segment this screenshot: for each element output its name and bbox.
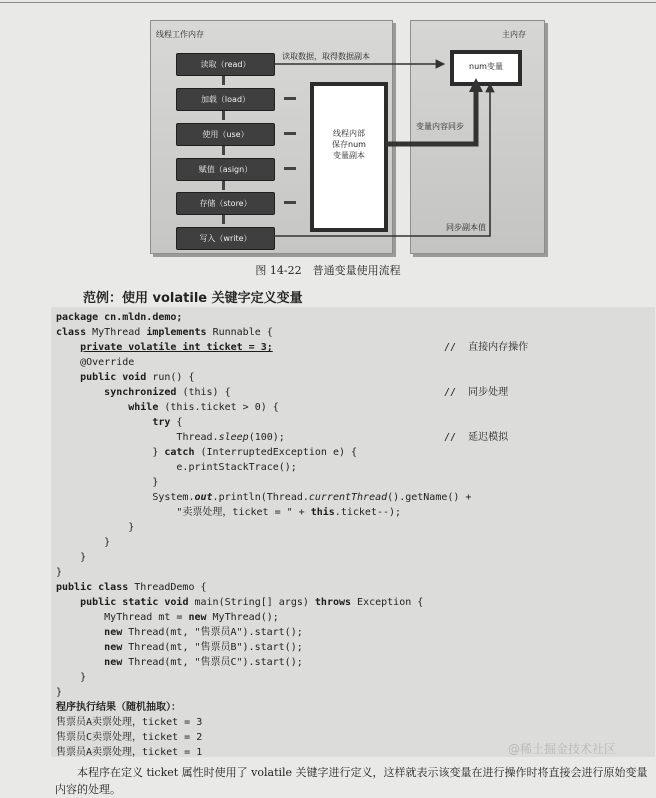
keyword: public void xyxy=(80,372,147,383)
code-line xyxy=(56,430,285,445)
keyword: implements xyxy=(146,327,207,338)
code-line: } xyxy=(56,522,135,533)
keyword: new xyxy=(104,657,123,668)
code-text: MyThread mt = xyxy=(56,612,189,623)
top-rule xyxy=(0,2,656,3)
keyword: class xyxy=(56,327,87,338)
result-line: 售票员C卖票处理，ticket = 2 xyxy=(56,732,203,743)
indent xyxy=(56,387,104,398)
keyword: throws xyxy=(314,597,352,608)
indent xyxy=(56,642,104,653)
code-block xyxy=(51,307,655,757)
code-text: ().getName() + xyxy=(387,492,472,503)
indent xyxy=(56,627,104,638)
code-text: Runnable { xyxy=(206,327,273,338)
write-sync-label: 同步副本值 xyxy=(446,223,486,232)
code-text: System. xyxy=(152,492,195,503)
keyword: while xyxy=(128,402,159,413)
keyword: try xyxy=(152,417,171,428)
keyword: new xyxy=(104,627,123,638)
code-line xyxy=(56,340,273,355)
local-copy-line: 线程内部 xyxy=(333,129,365,138)
indent xyxy=(56,417,152,428)
watermark: @稀土掘金技术社区 xyxy=(508,742,617,756)
code-text: Thread(mt, "售票员A").start(); xyxy=(122,627,303,638)
code-line: } xyxy=(56,552,87,563)
code-line: } xyxy=(56,477,159,488)
code-line: @Override xyxy=(56,357,135,368)
indent: } xyxy=(56,447,165,458)
explanation-paragraph: 本程序在定义 ticket 属性时使用了 volatile 关键字进行定义，这样就表示该变量在进行操作时将直接会进行原始变量内容的处理。 xyxy=(55,766,648,796)
code-text: (InterruptedException e) { xyxy=(194,447,358,458)
code-line xyxy=(56,640,303,655)
code-text: { xyxy=(170,417,183,428)
sync-arrowhead xyxy=(469,78,483,92)
keyword: this xyxy=(310,507,335,518)
volatile-field: private volatile int ticket = 3; xyxy=(80,342,273,353)
code-line xyxy=(56,400,279,415)
keyword: new xyxy=(104,642,123,653)
diagram-arrows xyxy=(150,20,550,256)
code-line xyxy=(56,610,279,625)
code-comment: // 同步处理 xyxy=(444,387,509,398)
code-comment: // 直接内存操作 xyxy=(444,342,529,353)
code-italic: currentThread xyxy=(308,492,388,503)
read-arrow-label: 读取数据，取得数据副本 xyxy=(282,52,370,61)
keyword: synchronized xyxy=(104,387,177,398)
code-line xyxy=(56,505,401,520)
result-line: 售票员A卖票处理，ticket = 3 xyxy=(56,717,203,728)
indent xyxy=(56,402,128,413)
code-text: ThreadDemo { xyxy=(128,582,207,593)
code-line: } xyxy=(56,567,63,578)
code-line: } xyxy=(56,687,63,698)
code-line: e.printStackTrace(); xyxy=(56,462,297,473)
local-copy-line: 变量副本 xyxy=(333,151,365,160)
sync-arrow-line xyxy=(386,90,476,144)
indent xyxy=(56,492,152,503)
indent xyxy=(56,432,176,443)
indent xyxy=(56,372,80,383)
code-line xyxy=(56,325,273,340)
code-text: (this.ticket > 0) { xyxy=(158,402,279,413)
code-italic: sleep xyxy=(218,432,249,443)
code-line xyxy=(56,415,182,430)
indent xyxy=(56,657,104,668)
figure-caption: 图 14-22 普通变量使用流程 xyxy=(255,264,401,277)
code-text: main(String[] args) xyxy=(188,597,315,608)
code-text: "卖票处理，ticket = " + xyxy=(56,507,311,518)
code-text: Exception { xyxy=(351,597,424,608)
keyword: new xyxy=(188,612,207,623)
step-load: 加载（load） xyxy=(176,88,275,111)
keyword: public static void xyxy=(80,597,189,608)
code-text: Thread(mt, "售票员B").start(); xyxy=(122,642,303,653)
indent xyxy=(56,342,80,353)
code-line xyxy=(56,385,231,400)
num-variable-label: num变量 xyxy=(469,62,503,71)
write-arrow xyxy=(274,86,490,236)
code-line: } xyxy=(56,537,111,548)
code-line xyxy=(56,595,423,610)
code-text: .println(Thread. xyxy=(212,492,309,503)
code-text: .ticket--); xyxy=(334,507,402,518)
code-text: MyThread(); xyxy=(206,612,279,623)
code-line xyxy=(56,445,357,460)
code-text: Thread. xyxy=(176,432,219,443)
code-line xyxy=(56,310,182,325)
main-memory-title: 主内存 xyxy=(502,30,526,39)
code-line xyxy=(56,655,303,670)
code-line xyxy=(56,490,471,505)
keyword: catch xyxy=(164,447,195,458)
example-title: 范例：使用 volatile 关键字定义变量 xyxy=(83,291,303,306)
step-use: 使用（use） xyxy=(176,123,275,146)
step-write: 写入（write） xyxy=(176,227,275,250)
code-line xyxy=(56,625,303,640)
keyword: public class xyxy=(56,582,129,593)
step-store: 存储（store） xyxy=(176,192,275,215)
code-text: package cn.mldn.demo; xyxy=(56,312,183,323)
code-line: } xyxy=(56,672,87,683)
sync-label: 变量内容同步 xyxy=(416,122,464,131)
code-line xyxy=(56,370,195,385)
code-comment: // 延迟模拟 xyxy=(444,432,509,443)
code-text: Thread(mt, "售票员C").start(); xyxy=(122,657,303,668)
code-text: run() { xyxy=(146,372,195,383)
result-title: 程序执行结果（随机抽取）： xyxy=(56,702,181,713)
code-italic: out xyxy=(194,492,213,503)
step-assign: 赋值（asign） xyxy=(176,158,275,181)
code-line xyxy=(56,580,207,595)
code-text: (100); xyxy=(248,432,285,443)
local-copy-line: 保存num xyxy=(332,140,366,149)
thread-memory-title: 线程工作内存 xyxy=(156,30,204,39)
indent xyxy=(56,597,80,608)
memory-flow-diagram xyxy=(150,20,550,256)
code-text: (this) { xyxy=(176,387,231,398)
step-read: 读取（read） xyxy=(176,53,275,76)
code-text: MyThread xyxy=(86,327,147,338)
result-line: 售票员A卖票处理，ticket = 1 xyxy=(56,747,203,758)
